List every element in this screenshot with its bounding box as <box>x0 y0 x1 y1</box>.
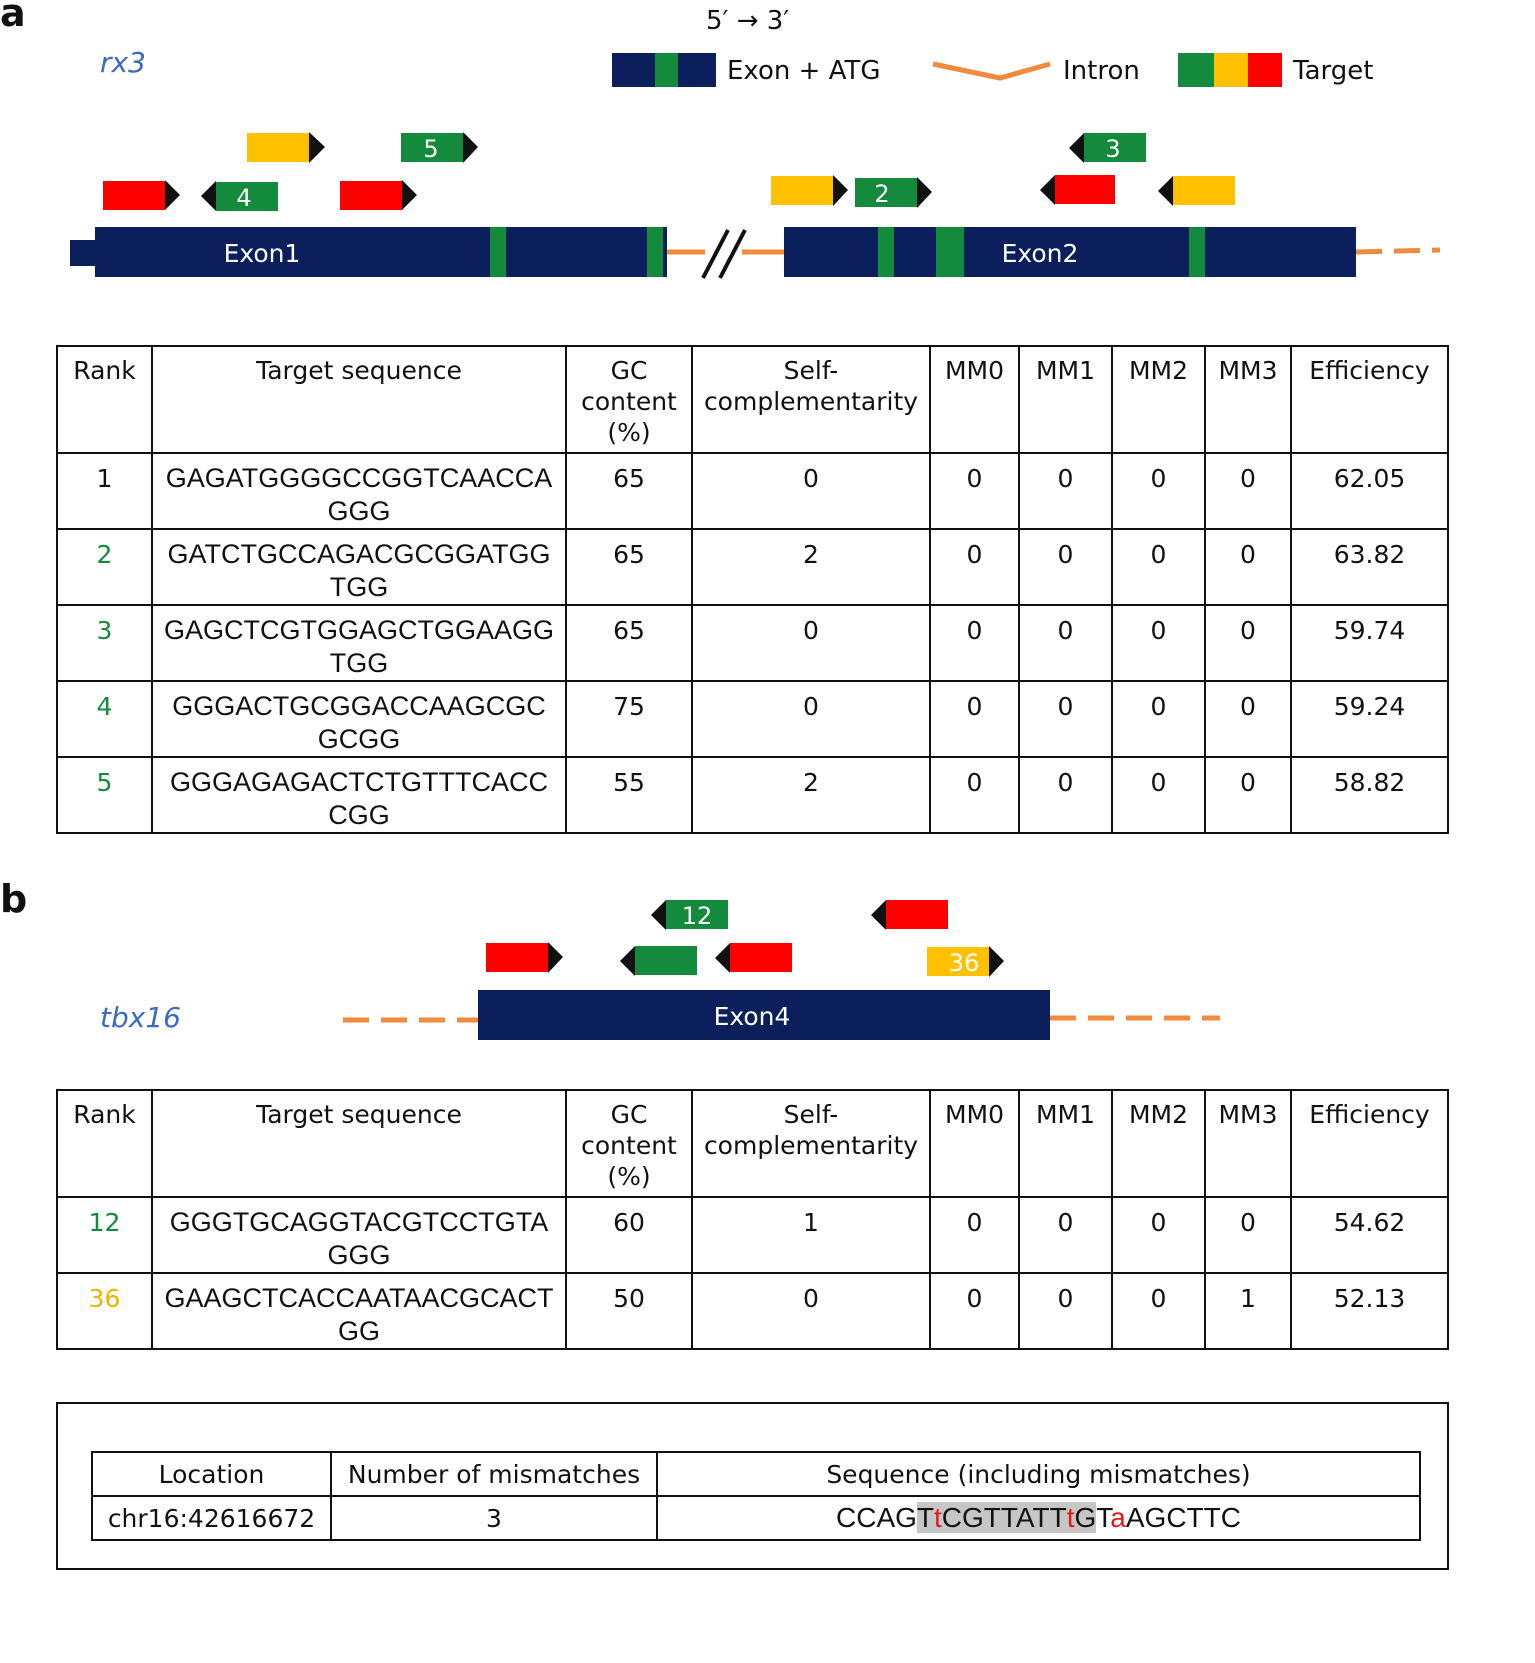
seq-highlight: TtCGTTATTtG <box>916 1502 1097 1533</box>
mm1-cell: 0 <box>1019 681 1112 757</box>
self-cell: 0 <box>692 453 930 529</box>
target-number-36: 36 <box>948 949 980 977</box>
mismatches-cell: 3 <box>331 1496 657 1540</box>
table-header-row <box>57 346 1448 453</box>
self-cell: 0 <box>692 605 930 681</box>
mm3-cell: 0 <box>1205 453 1291 529</box>
header-mm2: MM2 <box>1112 346 1205 453</box>
header-self-complementarity: Self- complementarity <box>692 346 930 453</box>
ranking-table-rx3 <box>56 345 1449 834</box>
efficiency-cell: 59.74 <box>1291 605 1448 681</box>
efficiency-cell: 59.24 <box>1291 681 1448 757</box>
header-location: Location <box>92 1452 331 1496</box>
mm3-cell: 0 <box>1205 529 1291 605</box>
mm2-cell: 0 <box>1112 681 1205 757</box>
gc-cell: 75 <box>566 681 692 757</box>
gene-model-rx3 <box>0 120 1535 300</box>
target-arrow-yellow <box>771 175 848 206</box>
exon2-label: Exon2 <box>1001 239 1079 268</box>
table-row <box>57 681 1448 757</box>
sequence-cell: GGGAGAGACTCTGTTTCACC CGG <box>152 757 566 833</box>
gc-cell: 65 <box>566 605 692 681</box>
gene-model-tbx16 <box>0 890 1535 1050</box>
rank-cell: 2 <box>57 529 152 605</box>
gc-cell: 50 <box>566 1273 692 1349</box>
target-arrow-red <box>340 180 417 210</box>
atg-mark <box>878 227 894 277</box>
table-row <box>57 605 1448 681</box>
target-number-3: 3 <box>1105 135 1121 163</box>
mm0-cell: 0 <box>930 605 1019 681</box>
rank-cell: 36 <box>57 1273 152 1349</box>
header-target-sequence: Target sequence <box>152 346 566 453</box>
legend-target-label: Target <box>1293 56 1374 86</box>
mm1-cell: 0 <box>1019 453 1112 529</box>
seq-mismatch: a <box>1110 1502 1126 1533</box>
table-row <box>57 453 1448 529</box>
atg-mark <box>1189 227 1205 277</box>
atg-mark <box>490 227 506 277</box>
mm0-cell: 0 <box>930 529 1019 605</box>
header-self-complementarity: Self- complementarity <box>692 1090 930 1197</box>
sequence-cell: GGGTGCAGGTACGTCCTGTA GGG <box>152 1197 566 1273</box>
header-mm3: MM3 <box>1205 1090 1291 1197</box>
seq-mismatch: t <box>934 1502 942 1533</box>
table-row <box>57 1273 1448 1349</box>
header-sequence: Sequence (including mismatches) <box>657 1452 1420 1496</box>
target-arrow-green-5 <box>401 132 478 163</box>
mm2-cell: 0 <box>1112 529 1205 605</box>
efficiency-cell: 52.13 <box>1291 1273 1448 1349</box>
mm0-cell: 0 <box>930 453 1019 529</box>
table-header-row <box>57 1090 1448 1197</box>
gc-cell: 65 <box>566 529 692 605</box>
target-arrow-red <box>871 900 948 930</box>
mm2-cell: 0 <box>1112 1273 1205 1349</box>
self-cell: 2 <box>692 529 930 605</box>
sequence-cell: GAGCTCGTGGAGCTGGAAGG TGG <box>152 605 566 681</box>
header-efficiency: Efficiency <box>1291 1090 1448 1197</box>
header-rank: Rank <box>57 1090 152 1197</box>
target-arrow-red <box>486 942 563 973</box>
target-arrow-red <box>103 180 180 210</box>
mm1-cell: 0 <box>1019 529 1112 605</box>
rank-cell: 1 <box>57 453 152 529</box>
efficiency-cell: 62.05 <box>1291 453 1448 529</box>
intron-dashed-end <box>1356 250 1440 252</box>
gc-cell: 55 <box>566 757 692 833</box>
mm1-cell: 0 <box>1019 757 1112 833</box>
header-mm1: MM1 <box>1019 346 1112 453</box>
header-mm0: MM0 <box>930 1090 1019 1197</box>
target-number-4: 4 <box>236 184 252 212</box>
target-number-12: 12 <box>681 902 713 930</box>
mm1-cell: 0 <box>1019 605 1112 681</box>
rank-cell: 12 <box>57 1197 152 1273</box>
offtarget-header-row <box>92 1452 1420 1496</box>
legend-exon-swatch <box>612 53 716 87</box>
seq-mismatch: t <box>1066 1502 1075 1533</box>
target-number-5: 5 <box>423 135 439 163</box>
header-rank: Rank <box>57 346 152 453</box>
mm0-cell: 0 <box>930 757 1019 833</box>
header-target-sequence: Target sequence <box>152 1090 566 1197</box>
mm0-cell: 0 <box>930 681 1019 757</box>
mm0-cell: 0 <box>930 1273 1019 1349</box>
mm0-cell: 0 <box>930 1197 1019 1273</box>
gene-label-rx3: rx3 <box>100 46 146 79</box>
target-number-2: 2 <box>874 180 890 208</box>
offtarget-sequence-cell <box>657 1496 1420 1540</box>
mm2-cell: 0 <box>1112 757 1205 833</box>
efficiency-cell: 54.62 <box>1291 1197 1448 1273</box>
table-row <box>57 1197 1448 1273</box>
mm3-cell: 0 <box>1205 681 1291 757</box>
exon4-label: Exon4 <box>713 1002 791 1031</box>
seq-part: T <box>1096 1502 1111 1533</box>
rank-cell: 3 <box>57 605 152 681</box>
self-cell: 2 <box>692 757 930 833</box>
header-mm1: MM1 <box>1019 1090 1112 1197</box>
self-cell: 0 <box>692 681 930 757</box>
mm1-cell: 0 <box>1019 1273 1112 1349</box>
target-arrow-green-2 <box>855 177 932 208</box>
self-cell: 0 <box>692 1273 930 1349</box>
mm2-cell: 0 <box>1112 453 1205 529</box>
header-gc-content: GC content (%) <box>566 346 692 453</box>
offtarget-table <box>91 1451 1421 1541</box>
target-arrow-green <box>620 946 697 976</box>
offtarget-row <box>92 1496 1420 1540</box>
header-mm2: MM2 <box>1112 1090 1205 1197</box>
efficiency-cell: 58.82 <box>1291 757 1448 833</box>
mm1-cell: 0 <box>1019 1197 1112 1273</box>
seq-part: CCAG <box>836 1502 917 1533</box>
sequence-cell: GAGATGGGGCCGGTCAACCA GGG <box>152 453 566 529</box>
seq-part: AGCTTC <box>1125 1502 1241 1533</box>
target-arrow-red <box>1040 175 1115 205</box>
rank-cell: 5 <box>57 757 152 833</box>
self-cell: 1 <box>692 1197 930 1273</box>
sequence-cell: GGGACTGCGGACCAAGCGC GCGG <box>152 681 566 757</box>
header-number-of-mismatches: Number of mismatches <box>331 1452 657 1496</box>
table-row <box>57 757 1448 833</box>
sequence-cell: GATCTGCCAGACGCGGATGG TGG <box>152 529 566 605</box>
mm3-cell: 0 <box>1205 1197 1291 1273</box>
exon1-label: Exon1 <box>223 239 301 268</box>
gc-cell: 60 <box>566 1197 692 1273</box>
rank-cell: 4 <box>57 681 152 757</box>
table-row <box>57 529 1448 605</box>
legend-intron-label: Intron <box>1063 56 1140 86</box>
atg-mark <box>647 227 663 277</box>
mm2-cell: 0 <box>1112 1197 1205 1273</box>
header-gc-content: GC content (%) <box>566 1090 692 1197</box>
header-mm3: MM3 <box>1205 346 1291 453</box>
gene-label-tbx16: tbx16 <box>100 1001 181 1034</box>
gc-cell: 65 <box>566 453 692 529</box>
mm3-cell: 0 <box>1205 605 1291 681</box>
efficiency-cell: 63.82 <box>1291 529 1448 605</box>
panel-label-b: b <box>0 877 28 921</box>
legend-target-swatch <box>1178 53 1282 87</box>
legend-intron-line <box>933 64 1050 78</box>
mm2-cell: 0 <box>1112 605 1205 681</box>
header-efficiency: Efficiency <box>1291 346 1448 453</box>
legend-exon-label: Exon + ATG <box>727 56 881 86</box>
legend-direction: 5′ → 3′ <box>706 6 790 36</box>
location-cell: chr16:42616672 <box>92 1496 331 1540</box>
ranking-table-tbx16 <box>56 1089 1449 1350</box>
atg-mark <box>936 227 964 277</box>
mm3-cell: 1 <box>1205 1273 1291 1349</box>
panel-label-a: a <box>0 0 26 35</box>
exon1-block <box>95 227 667 277</box>
sequence-cell: GAAGCTCACCAATAACGCACT GG <box>152 1273 566 1349</box>
target-arrow-yellow <box>247 132 325 163</box>
target-arrow-yellow <box>1158 176 1235 206</box>
target-arrow-red <box>715 943 792 973</box>
mm3-cell: 0 <box>1205 757 1291 833</box>
header-mm0: MM0 <box>930 346 1019 453</box>
